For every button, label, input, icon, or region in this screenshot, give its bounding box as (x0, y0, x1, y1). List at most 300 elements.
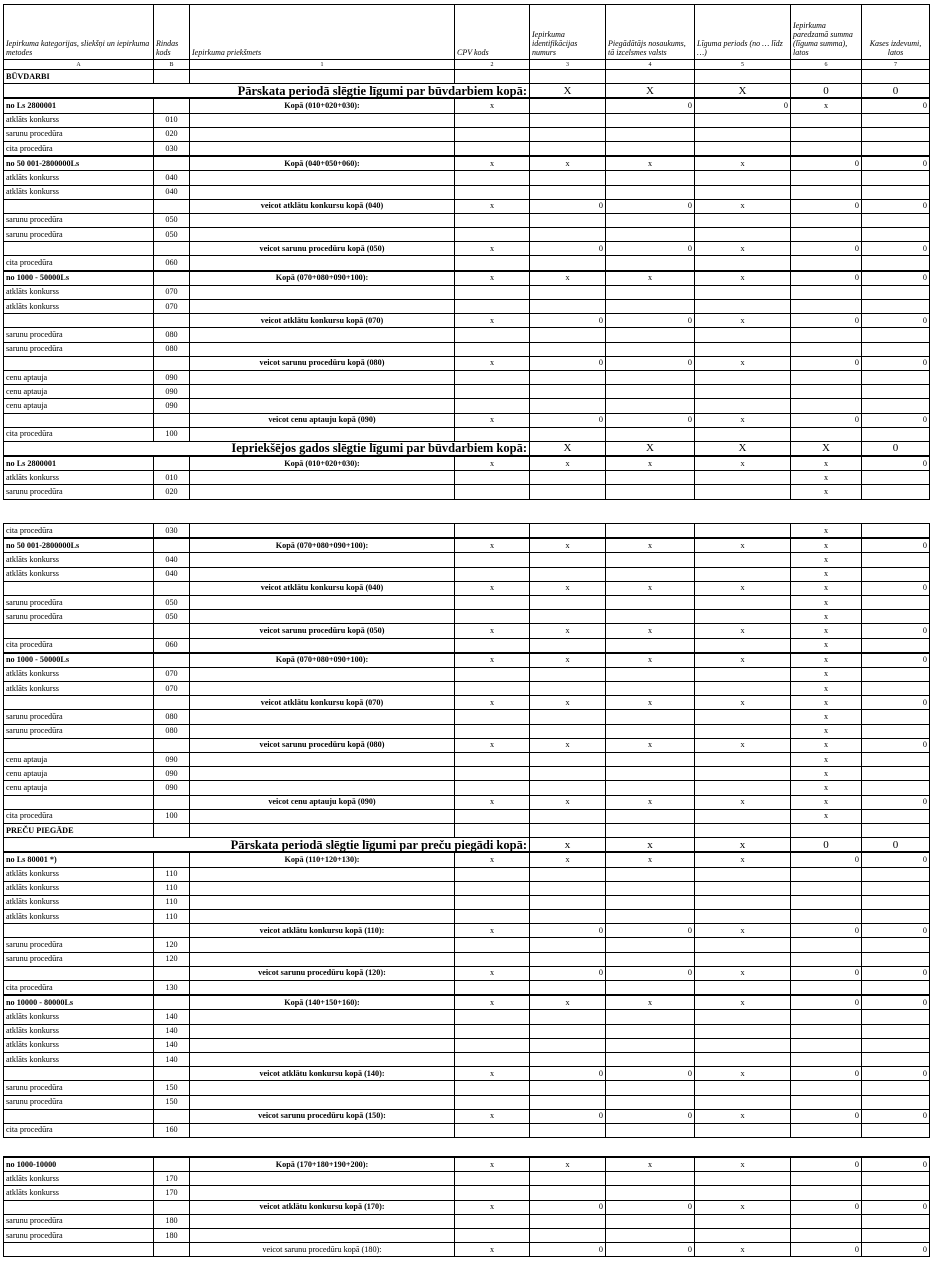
method-row (4, 1228, 930, 1242)
empty-cell (791, 823, 862, 837)
value-cell: 0 (791, 1067, 862, 1081)
empty-cell (455, 767, 530, 781)
value-cell: x (530, 795, 606, 809)
value-cell: x (606, 456, 695, 471)
empty-cell (862, 1081, 930, 1095)
empty-cell (455, 171, 530, 185)
empty-cell (862, 1052, 930, 1066)
empty-cell (606, 710, 695, 724)
empty-cell (190, 1214, 455, 1228)
subtotal-row (4, 795, 930, 809)
empty-cell (862, 399, 930, 413)
empty-cell (4, 795, 154, 809)
value-cell: 0 (862, 356, 930, 370)
method-label: atklāts konkurss (4, 171, 154, 185)
empty-cell (791, 213, 862, 227)
empty-cell (862, 1186, 930, 1200)
subtotal-row (4, 738, 930, 752)
method-label: sarunu procedūra (4, 485, 154, 499)
column-letter: 4 (606, 60, 695, 70)
method-label: atklāts konkurss (4, 471, 154, 485)
empty-cell (190, 753, 455, 767)
value-cell: x (530, 852, 606, 867)
empty-cell (4, 1109, 154, 1123)
empty-cell (862, 342, 930, 356)
empty-cell (695, 70, 791, 84)
empty-cell (154, 456, 190, 471)
value-cell: x (455, 581, 530, 595)
empty-cell (455, 724, 530, 738)
column-header: Kases izdevumi, latos (862, 5, 930, 60)
method-row (4, 567, 930, 581)
empty-cell (154, 242, 190, 256)
method-row (4, 981, 930, 996)
value-cell: 0 (862, 1243, 930, 1257)
method-label: atklāts konkurss (4, 113, 154, 127)
subtotal-row (4, 314, 930, 328)
empty-cell (695, 113, 791, 127)
subtotal-row (4, 413, 930, 427)
column-letter: B (154, 60, 190, 70)
empty-cell (154, 271, 190, 286)
empty-cell (4, 624, 154, 638)
value-cell: 0 (530, 1067, 606, 1081)
empty-cell (695, 1095, 791, 1109)
empty-cell (791, 113, 862, 127)
value-cell: x (455, 966, 530, 980)
empty-cell (606, 1024, 695, 1038)
empty-cell (606, 724, 695, 738)
empty-cell (791, 1081, 862, 1095)
method-label: atklāts konkurss (4, 1052, 154, 1066)
empty-cell (791, 1052, 862, 1066)
empty-cell (455, 553, 530, 567)
title-value: x (606, 838, 695, 853)
value-cell: x (791, 724, 862, 738)
report-table-part-2 (3, 523, 930, 1138)
value-cell: x (791, 653, 862, 668)
empty-cell (190, 910, 455, 924)
empty-cell (455, 682, 530, 696)
row-code: 100 (154, 809, 190, 823)
empty-cell (695, 342, 791, 356)
threshold-label: no 50 001-2800000Ls (4, 156, 154, 171)
value-cell: 0 (530, 1109, 606, 1123)
value-cell: x (695, 413, 791, 427)
empty-cell (606, 952, 695, 966)
empty-cell (455, 910, 530, 924)
row-code: 110 (154, 895, 190, 909)
method-label: sarunu procedūra (4, 1214, 154, 1228)
empty-cell (530, 895, 606, 909)
section-heading: BŪVDARBI (4, 70, 154, 84)
empty-cell (791, 141, 862, 156)
empty-cell (862, 1095, 930, 1109)
method-label: sarunu procedūra (4, 595, 154, 609)
empty-cell (190, 895, 455, 909)
empty-cell (154, 70, 190, 84)
empty-cell (791, 342, 862, 356)
group-total-row (4, 995, 930, 1010)
group-total-label: Kopā (070+080+090+100): (190, 538, 455, 553)
empty-cell (455, 567, 530, 581)
value-cell: 0 (862, 852, 930, 867)
row-code: 150 (154, 1081, 190, 1095)
empty-cell (190, 595, 455, 609)
empty-cell (455, 1052, 530, 1066)
value-cell: x (455, 356, 530, 370)
empty-cell (862, 767, 930, 781)
value-cell: 0 (862, 1109, 930, 1123)
empty-cell (862, 1024, 930, 1038)
title-value: X (791, 441, 862, 456)
row-code: 180 (154, 1228, 190, 1242)
empty-cell (606, 70, 695, 84)
value-cell: x (455, 456, 530, 471)
empty-cell (190, 70, 455, 84)
subtotal-row (4, 624, 930, 638)
value-cell: x (791, 553, 862, 567)
empty-cell (606, 1172, 695, 1186)
title-value: 0 (862, 84, 930, 99)
empty-cell (791, 427, 862, 441)
empty-cell (862, 981, 930, 996)
method-row (4, 127, 930, 141)
empty-cell (455, 638, 530, 653)
subtotal-label: veicot cenu aptauju kopā (090) (190, 795, 455, 809)
empty-cell (862, 895, 930, 909)
empty-cell (190, 1010, 455, 1024)
empty-cell (695, 1214, 791, 1228)
empty-cell (862, 285, 930, 299)
empty-cell (606, 753, 695, 767)
value-cell: x (530, 738, 606, 752)
empty-cell (862, 1010, 930, 1024)
value-cell: x (455, 1067, 530, 1081)
empty-cell (791, 1172, 862, 1186)
empty-cell (530, 141, 606, 156)
empty-cell (862, 1038, 930, 1052)
method-row (4, 1038, 930, 1052)
empty-cell (530, 1038, 606, 1052)
method-row (4, 385, 930, 399)
value-cell: 0 (791, 1200, 862, 1214)
value-cell: x (791, 524, 862, 539)
empty-cell (190, 767, 455, 781)
empty-cell (862, 228, 930, 242)
value-cell: 0 (862, 1200, 930, 1214)
value-cell: x (695, 1067, 791, 1081)
value-cell: 0 (862, 624, 930, 638)
empty-cell (606, 1095, 695, 1109)
empty-cell (190, 1052, 455, 1066)
method-label: sarunu procedūra (4, 328, 154, 342)
empty-cell (695, 895, 791, 909)
empty-cell (862, 638, 930, 653)
row-code: 040 (154, 185, 190, 199)
empty-cell (190, 127, 455, 141)
empty-cell (791, 1024, 862, 1038)
empty-cell (455, 595, 530, 609)
row-code: 140 (154, 1010, 190, 1024)
value-cell: x (530, 581, 606, 595)
value-cell: x (606, 795, 695, 809)
method-row (4, 171, 930, 185)
empty-cell (862, 881, 930, 895)
empty-cell (190, 1095, 455, 1109)
empty-cell (791, 328, 862, 342)
empty-cell (695, 567, 791, 581)
empty-cell (530, 213, 606, 227)
method-label: cita procedūra (4, 524, 154, 539)
empty-cell (190, 328, 455, 342)
value-cell: x (695, 852, 791, 867)
empty-cell (862, 724, 930, 738)
method-label: cenu aptauja (4, 753, 154, 767)
empty-cell (455, 1024, 530, 1038)
empty-cell (695, 328, 791, 342)
empty-cell (862, 127, 930, 141)
value-cell: x (455, 624, 530, 638)
row-code: 090 (154, 781, 190, 795)
report-table-part-1 (3, 4, 930, 500)
subtotal-label: veicot sarunu procedūru kopā (050) (190, 242, 455, 256)
subtotal-row (4, 1243, 930, 1257)
title-text: Iepriekšējos gados slēgtie līgumi par būvdarbiem kopā: (4, 441, 530, 456)
empty-cell (606, 823, 695, 837)
value-cell: x (695, 199, 791, 213)
value-cell: x (791, 610, 862, 624)
empty-cell (154, 795, 190, 809)
title-value: X (530, 441, 606, 456)
empty-cell (154, 738, 190, 752)
column-header: Iepirkuma priekšmets (190, 5, 455, 60)
empty-cell (862, 141, 930, 156)
empty-cell (190, 1123, 455, 1137)
empty-cell (455, 1010, 530, 1024)
empty-cell (791, 1038, 862, 1052)
method-row (4, 610, 930, 624)
empty-cell (4, 1200, 154, 1214)
empty-cell (154, 624, 190, 638)
empty-cell (190, 881, 455, 895)
row-code: 050 (154, 213, 190, 227)
value-cell: 0 (606, 966, 695, 980)
value-cell: x (791, 682, 862, 696)
row-code: 130 (154, 981, 190, 996)
empty-cell (154, 924, 190, 938)
empty-cell (695, 370, 791, 384)
value-cell: x (695, 738, 791, 752)
value-cell: 0 (695, 98, 791, 113)
empty-cell (154, 356, 190, 370)
value-cell: x (791, 485, 862, 499)
empty-cell (606, 595, 695, 609)
title-row (4, 441, 930, 456)
row-code: 040 (154, 171, 190, 185)
value-cell: 0 (862, 156, 930, 171)
empty-cell (606, 471, 695, 485)
empty-cell (606, 682, 695, 696)
method-label: cenu aptauja (4, 767, 154, 781)
empty-cell (530, 910, 606, 924)
empty-cell (606, 895, 695, 909)
row-code: 060 (154, 638, 190, 653)
method-label: cita procedūra (4, 141, 154, 156)
value-cell: x (455, 242, 530, 256)
value-cell: 0 (530, 242, 606, 256)
method-label: sarunu procedūra (4, 1228, 154, 1242)
empty-cell (455, 1081, 530, 1095)
empty-cell (791, 952, 862, 966)
empty-cell (455, 809, 530, 823)
row-code: 150 (154, 1095, 190, 1109)
row-code: 080 (154, 710, 190, 724)
empty-cell (4, 242, 154, 256)
empty-cell (606, 910, 695, 924)
empty-cell (4, 1067, 154, 1081)
empty-cell (530, 228, 606, 242)
group-total-row (4, 1157, 930, 1172)
value-cell: 0 (862, 696, 930, 710)
value-cell: x (455, 538, 530, 553)
empty-cell (530, 127, 606, 141)
method-row (4, 938, 930, 952)
title-value: X (695, 84, 791, 99)
value-cell: 0 (862, 98, 930, 113)
empty-cell (695, 1081, 791, 1095)
empty-cell (455, 300, 530, 314)
empty-cell (695, 185, 791, 199)
subtotal-label: veicot cenu aptauju kopā (090) (190, 413, 455, 427)
empty-cell (530, 667, 606, 681)
title-value: 0 (862, 441, 930, 456)
empty-cell (530, 1081, 606, 1095)
empty-cell (530, 370, 606, 384)
method-row (4, 213, 930, 227)
title-value: 0 (862, 838, 930, 853)
row-code: 040 (154, 553, 190, 567)
group-total-label: Kopā (070+080+090+100): (190, 653, 455, 668)
value-cell: x (695, 795, 791, 809)
title-value: X (606, 84, 695, 99)
empty-cell (190, 1186, 455, 1200)
title-value: 0 (791, 84, 862, 99)
value-cell: 0 (791, 995, 862, 1010)
empty-cell (530, 1024, 606, 1038)
empty-cell (862, 524, 930, 539)
value-cell: x (455, 653, 530, 668)
empty-cell (154, 413, 190, 427)
empty-cell (791, 1228, 862, 1242)
value-cell: 0 (862, 314, 930, 328)
method-row (4, 342, 930, 356)
value-cell: x (455, 995, 530, 1010)
empty-cell (791, 70, 862, 84)
value-cell: x (530, 156, 606, 171)
column-letter: 6 (791, 60, 862, 70)
empty-cell (791, 300, 862, 314)
empty-cell (190, 1038, 455, 1052)
threshold-label: no Ls 2800001 (4, 98, 154, 113)
value-cell: x (455, 1200, 530, 1214)
column-header: Iepirkuma paredzamā summa (līguma summa), latos (791, 5, 862, 60)
empty-cell (4, 314, 154, 328)
empty-cell (606, 767, 695, 781)
value-cell: 0 (606, 1067, 695, 1081)
empty-cell (455, 228, 530, 242)
empty-cell (190, 171, 455, 185)
method-row (4, 328, 930, 342)
empty-cell (606, 213, 695, 227)
empty-cell (455, 867, 530, 881)
row-code: 050 (154, 595, 190, 609)
empty-cell (530, 710, 606, 724)
method-label: atklāts konkurss (4, 185, 154, 199)
empty-cell (695, 1228, 791, 1242)
empty-cell (530, 595, 606, 609)
method-row (4, 881, 930, 895)
empty-cell (530, 809, 606, 823)
report-table-part-3 (3, 1156, 930, 1257)
empty-cell (530, 300, 606, 314)
value-cell: 0 (530, 199, 606, 213)
empty-cell (606, 553, 695, 567)
title-text: Pārskata periodā slēgtie līgumi par būvdarbiem kopā: (4, 84, 530, 99)
row-code: 050 (154, 228, 190, 242)
empty-cell (154, 581, 190, 595)
value-cell: 0 (606, 242, 695, 256)
empty-cell (530, 342, 606, 356)
empty-cell (154, 995, 190, 1010)
value-cell: x (455, 1243, 530, 1257)
threshold-label: no Ls 2800001 (4, 456, 154, 471)
subtotal-row (4, 356, 930, 370)
row-code: 110 (154, 867, 190, 881)
value-cell: x (530, 696, 606, 710)
empty-cell (455, 1214, 530, 1228)
empty-cell (455, 881, 530, 895)
row-code: 100 (154, 427, 190, 441)
subtotal-row (4, 1067, 930, 1081)
empty-cell (862, 370, 930, 384)
method-row (4, 895, 930, 909)
value-cell: x (695, 456, 791, 471)
method-label: sarunu procedūra (4, 710, 154, 724)
empty-cell (862, 682, 930, 696)
empty-cell (530, 981, 606, 996)
empty-cell (455, 781, 530, 795)
empty-cell (695, 213, 791, 227)
empty-cell (455, 938, 530, 952)
empty-cell (695, 1010, 791, 1024)
value-cell: 0 (862, 456, 930, 471)
value-cell: x (606, 271, 695, 286)
empty-cell (695, 256, 791, 271)
row-code: 030 (154, 524, 190, 539)
method-row (4, 724, 930, 738)
row-code: 010 (154, 471, 190, 485)
column-header: Iepirkuma kategorijas, sliekšņi un iepirkuma metodes (4, 5, 154, 60)
empty-cell (4, 924, 154, 938)
value-cell: x (530, 624, 606, 638)
empty-cell (862, 485, 930, 499)
empty-cell (791, 1214, 862, 1228)
value-cell: 0 (606, 98, 695, 113)
value-cell: 0 (862, 581, 930, 595)
empty-cell (190, 682, 455, 696)
empty-cell (695, 228, 791, 242)
